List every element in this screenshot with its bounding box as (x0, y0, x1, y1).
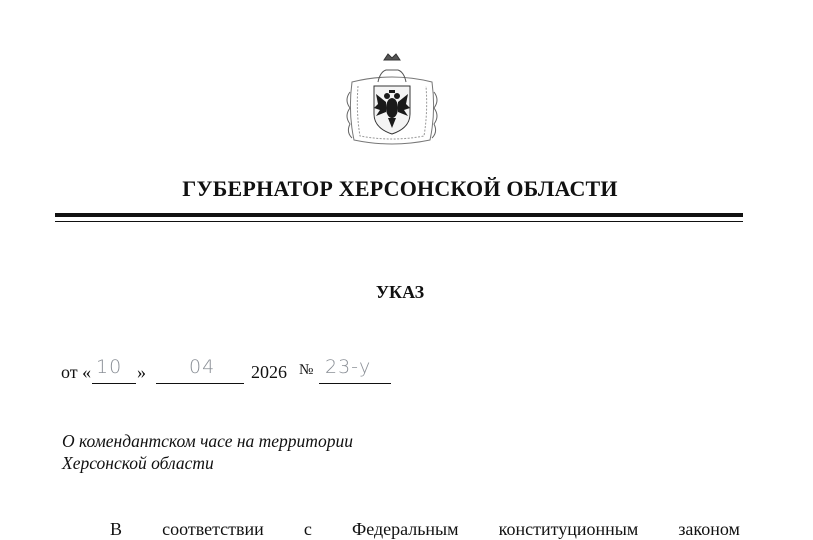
body-word: соответствии (162, 519, 264, 539)
document-type: УКАЗ (375, 282, 425, 302)
coat-of-arms-icon (340, 52, 444, 152)
header-rule-thin (55, 221, 743, 222)
body-first-line (110, 519, 740, 540)
body-word: законом (678, 519, 740, 539)
date-prefix: от « (61, 362, 92, 382)
day-underline (92, 383, 136, 384)
document-number: 23-у (325, 356, 372, 378)
body-word: конституционным (498, 519, 639, 539)
body-word: с (303, 519, 312, 539)
decree-subject (62, 430, 353, 474)
issuing-authority: ГУБЕРНАТОР ХЕРСОНСКОЙ ОБЛАСТИ (182, 176, 618, 201)
date-year: 2026 (251, 362, 287, 382)
date-day: 10 (96, 356, 123, 378)
date-month: 04 (189, 356, 216, 378)
header-rule-thick (55, 213, 743, 217)
body-word: Федеральным (351, 519, 459, 539)
month-underline (156, 383, 244, 384)
subject-line-1: О комендантском часе на территории (62, 431, 353, 451)
body-word: В (110, 519, 123, 539)
number-underline (319, 383, 391, 384)
date-day-close: » (137, 362, 146, 382)
number-sign: № (299, 362, 314, 378)
subject-line-2: Херсонской области (62, 453, 214, 473)
